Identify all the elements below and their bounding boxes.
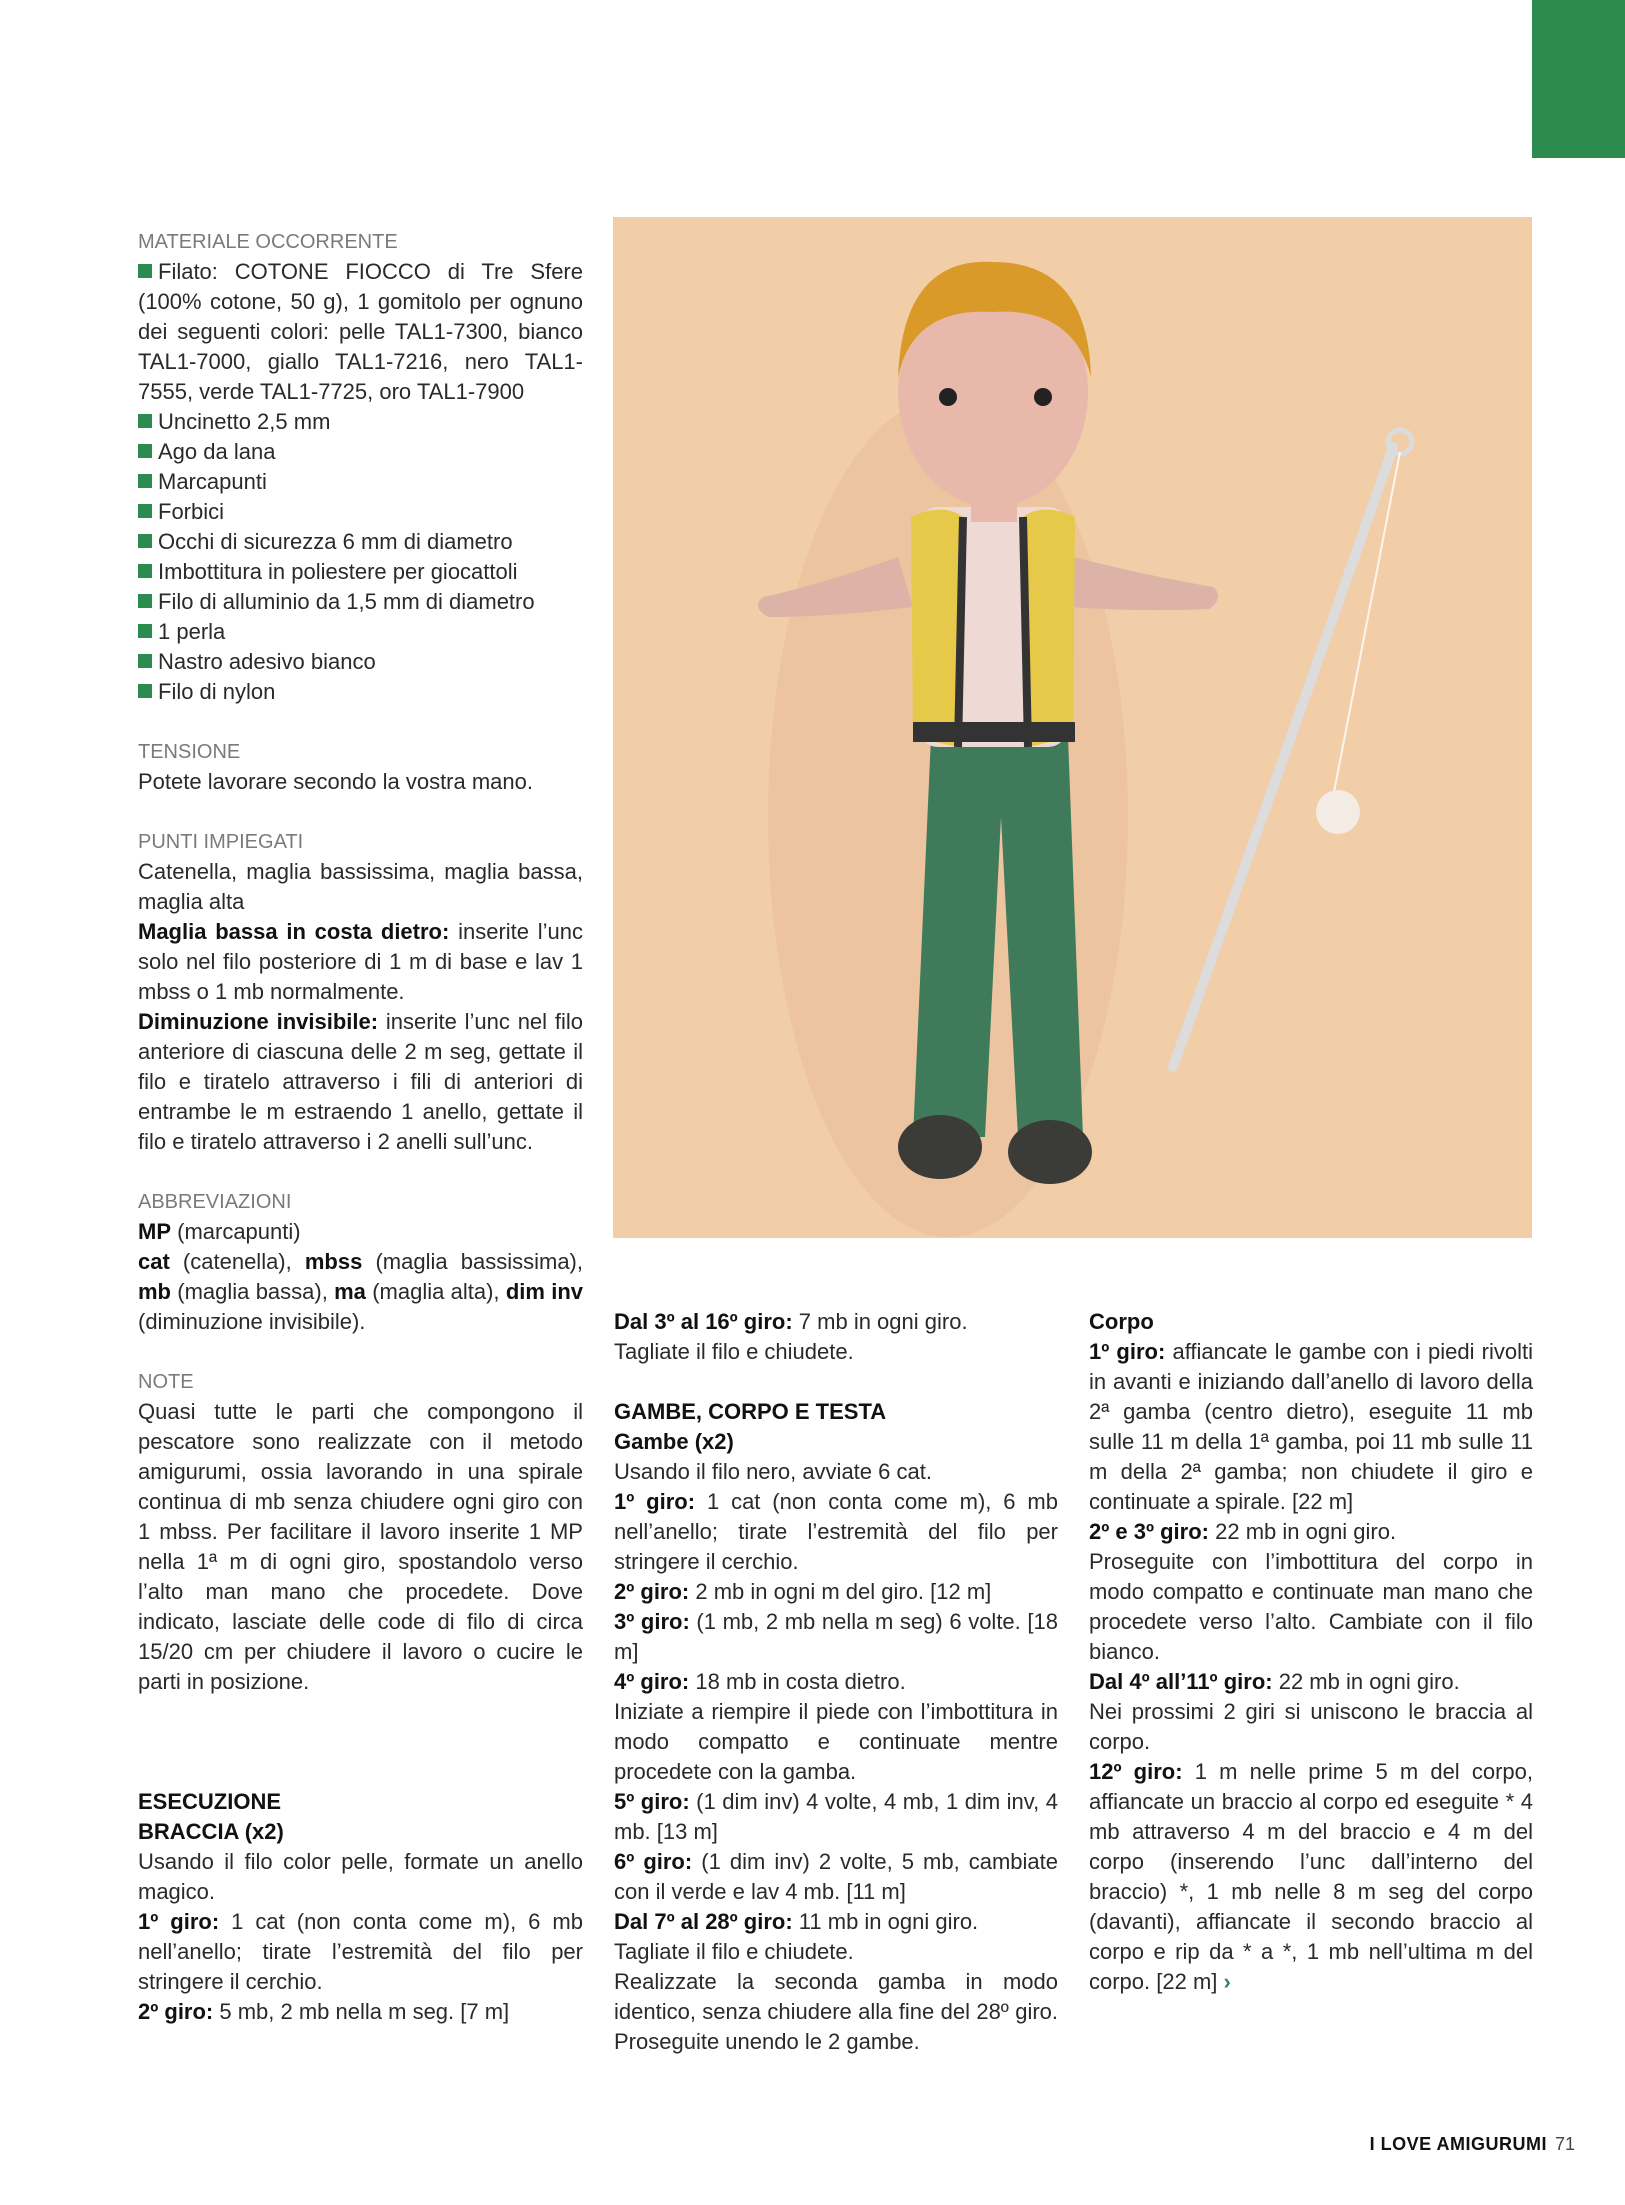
arms-round-1: 1º giro: 1 cat (non conta come m), 6 mb nell’anello; tirate l’estremità del filo per stringere il cerchio. xyxy=(138,1909,583,1994)
continue-arrow-icon: › xyxy=(1223,1969,1231,1994)
materials-heading: MATERIALE OCCORRENTE xyxy=(138,231,398,253)
material-item: Filo di alluminio da 1,5 mm di diametro xyxy=(138,587,583,617)
right-column xyxy=(1089,1307,1533,1997)
body-note: Proseguite con l’imbottitura del corpo in modo compatto e continuate man mano che procedete verso l’alto. Cambiate con il filo bianco. xyxy=(1089,1549,1533,1664)
body-round: 1º giro: affiancate le gambe con i piedi rivolti in avanti e iniziando dall’anello di lavoro della 2ª gamba (centro dietro), eseguite 11 mb sulle 11 m della 1ª gamba, poi 11 mb sulle 11 m della 2ª gamba; non chiudete il giro e continuate a spirale. [22 m] xyxy=(1089,1339,1533,1514)
page-footer xyxy=(1370,2134,1575,2155)
bullet-square-icon xyxy=(138,564,152,578)
material-item: Filato: COTONE FIOCCO di Tre Sfere (100% cotone, 50 g), 1 gomitolo per ognuno dei seguenti colori: pelle TAL1-7300, bianco TAL1-7000, giallo TAL1-7216, nero TAL1-7555, verde TAL1-7725, oro TAL1-7900 xyxy=(138,259,583,404)
bullet-square-icon xyxy=(138,414,152,428)
legs-heading: Gambe (x2) xyxy=(614,1429,734,1454)
material-item: Marcapunti xyxy=(138,467,583,497)
magazine-title: I LOVE AMIGURUMI xyxy=(1369,2134,1547,2154)
legs-intro: Usando il filo nero, avviate 6 cat. xyxy=(614,1459,932,1484)
body-heading: Corpo xyxy=(1089,1309,1154,1334)
body-note: Nei prossimi 2 giri si uniscono le braccia al corpo. xyxy=(1089,1699,1533,1754)
bullet-square-icon xyxy=(138,624,152,638)
stitch-definition: Maglia bassa in costa dietro: inserite l’unc solo nel filo posteriore di 1 m di base e lav 1 mbss o 1 mb normalmente. xyxy=(138,919,584,1004)
fisherman-doll-illustration xyxy=(613,217,1532,1238)
body-round: 12º giro: 1 m nelle prime 5 m del corpo, affiancate un braccio al corpo ed eseguite * 4 mb attraverso 4 m del braccio e 4 m del corpo (inserendo l’unc dall’interno del braccio) *, 1 mb nelle 8 m seg del corpo (davanti), affiancate il secondo braccio al corpo e rip da * a *, 1 mb nell’ultima m del corpo. [22 m] › xyxy=(1089,1759,1533,1994)
arms-heading: BRACCIA (x2) xyxy=(138,1819,284,1844)
material-item: 1 perla xyxy=(138,617,583,647)
legs-round: 4º giro: 18 mb in costa dietro. xyxy=(614,1669,906,1694)
bullet-square-icon xyxy=(138,504,152,518)
material-item: Uncinetto 2,5 mm xyxy=(138,407,583,437)
legs-note: Iniziate a riempire il piede con l’imbottitura in modo compatto e continuate mentre procedete con la gamba. xyxy=(614,1699,1058,1784)
stitches-heading: PUNTI IMPIEGATI xyxy=(138,831,304,853)
arms-intro: Usando il filo color pelle, formate un anello magico. xyxy=(138,1849,583,1904)
legs-round: 1º giro: 1 cat (non conta come m), 6 mb nell’anello; tirate l’estremità del filo per stringere il cerchio. xyxy=(614,1489,1058,1574)
legs-final: Realizzate la seconda gamba in modo identico, senza chiudere alla fine del 28º giro. Proseguite unendo le 2 gambe. xyxy=(614,1969,1058,2054)
abbreviations-list: cat (catenella), mbss (maglia bassissima), mb (maglia bassa), ma (maglia alta), dim inv (diminuzione invisibile). xyxy=(138,1249,583,1334)
legs-finish: Tagliate il filo e chiudete. xyxy=(614,1939,854,1964)
material-item: Filo di nylon xyxy=(138,677,583,707)
material-item: Ago da lana xyxy=(138,437,583,467)
legs-round: 2º giro: 2 mb in ogni m del giro. [12 m] xyxy=(614,1579,992,1604)
abbreviations-heading: ABBREVIAZIONI xyxy=(138,1191,292,1213)
arms-rounds-3-16: Dal 3º al 16º giro: 7 mb in ogni giro. xyxy=(614,1309,968,1334)
tension-heading: TENSIONE xyxy=(138,741,241,763)
bullet-square-icon xyxy=(138,444,152,458)
page-number: 71 xyxy=(1554,2134,1575,2154)
notes-heading: NOTE xyxy=(138,1371,194,1393)
body-round: Dal 4º all’11º giro: 22 mb in ogni giro. xyxy=(1089,1669,1460,1694)
legs-round: 5º giro: (1 dim inv) 4 volte, 4 mb, 1 dim inv, 4 mb. [13 m] xyxy=(614,1789,1058,1844)
arms-round-2: 2º giro: 5 mb, 2 mb nella m seg. [7 m] xyxy=(138,1999,510,2024)
execution-heading: ESECUZIONE xyxy=(138,1789,282,1814)
middle-column xyxy=(614,1307,1058,2057)
body-round: 2º e 3º giro: 22 mb in ogni giro. xyxy=(1089,1519,1397,1544)
bullet-square-icon xyxy=(138,594,152,608)
material-item: Nastro adesivo bianco xyxy=(138,647,583,677)
bullet-square-icon xyxy=(138,264,152,278)
amigurumi-photo xyxy=(613,217,1532,1238)
legs-round: 3º giro: (1 mb, 2 mb nella m seg) 6 volte. [18 m] xyxy=(614,1609,1058,1664)
section-color-tab xyxy=(1532,0,1625,158)
tension-text: Potete lavorare secondo la vostra mano. xyxy=(138,769,534,794)
bullet-square-icon xyxy=(138,474,152,488)
arms-finish: Tagliate il filo e chiudete. xyxy=(614,1339,854,1364)
material-item: Occhi di sicurezza 6 mm di diametro xyxy=(138,527,583,557)
bullet-square-icon xyxy=(138,534,152,548)
abbreviation-mp: MP (marcapunti) xyxy=(138,1219,301,1244)
notes-text: Quasi tutte le parti che compongono il pescatore sono realizzate con il metodo amigurumi, ossia lavorando in una spirale continua di mb senza chiudere ogni giro con 1 mbss. Per facilitare il lavoro inserite 1 MP nella 1ª m di ogni giro, spostandolo verso l’alto man mano che procedete. Dove indicato, lasciate delle code di filo di circa 15/20 cm per chiudere il lavoro o cucire le parti in posizione. xyxy=(138,1399,583,1694)
material-item: Imbottitura in poliestere per giocattoli xyxy=(138,557,583,587)
legs-round: Dal 7º al 28º giro: 11 mb in ogni giro. xyxy=(614,1909,979,1934)
bullet-square-icon xyxy=(138,684,152,698)
stitches-text: Catenella, maglia bassissima, maglia bassa, maglia alta xyxy=(138,859,583,914)
bullet-square-icon xyxy=(138,654,152,668)
left-column xyxy=(138,227,583,2027)
material-item: Forbici xyxy=(138,497,583,527)
stitch-definition: Diminuzione invisibile: inserite l’unc nel filo anteriore di ciascuna delle 2 m seg, gettate il filo e tiratelo attraverso i fili di anteriori di entrambe le m estraendo 1 anello, gettate il filo e tiratelo attraverso i 2 anelli sull’unc. xyxy=(138,1009,583,1154)
legs-round: 6º giro: (1 dim inv) 2 volte, 5 mb, cambiate con il verde e lav 4 mb. [11 m] xyxy=(614,1849,1059,1904)
section-heading: GAMBE, CORPO E TESTA xyxy=(614,1399,887,1424)
